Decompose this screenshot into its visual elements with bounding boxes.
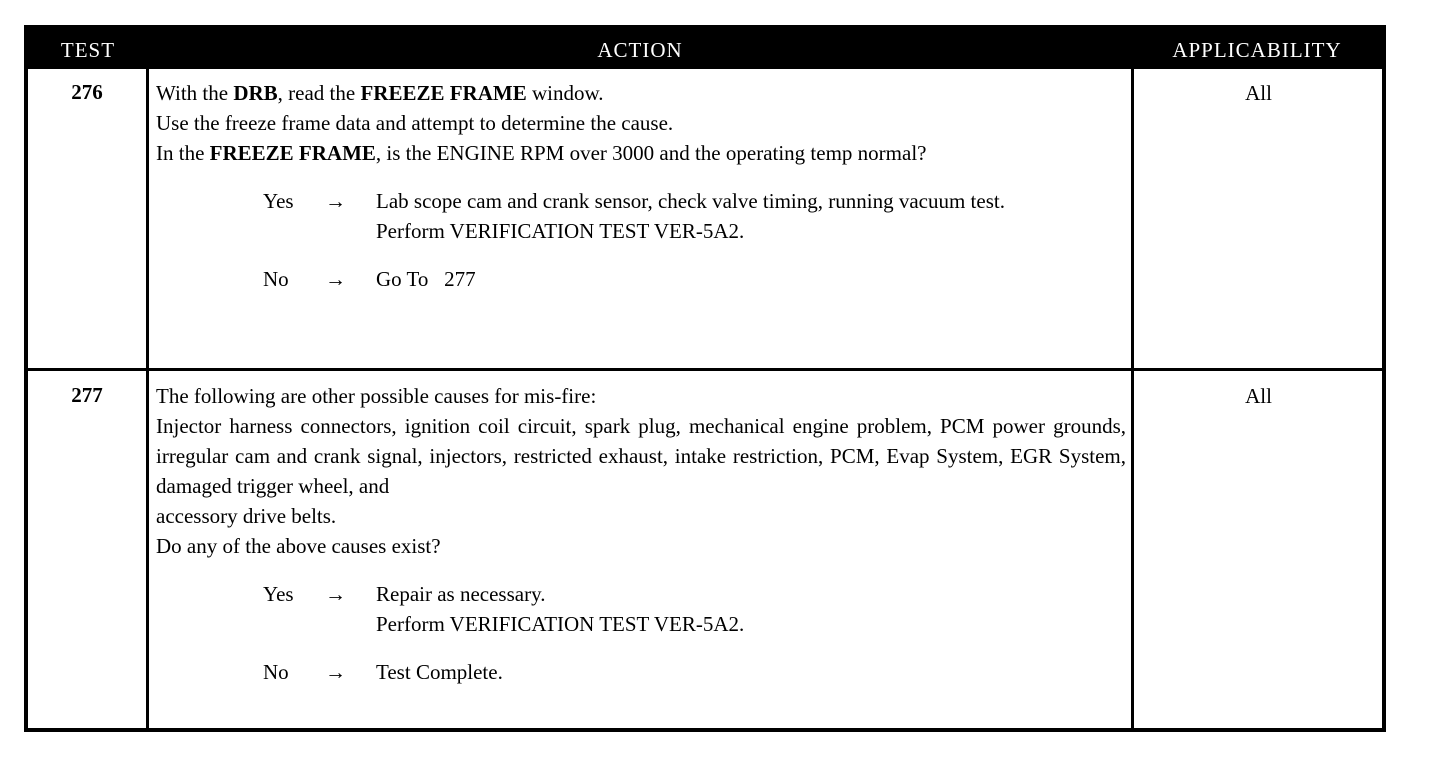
no-result: Test Complete. (376, 660, 503, 684)
arrow-icon: → (325, 267, 346, 291)
action-276-line3 (156, 138, 1126, 168)
column-divider-applicability (1131, 69, 1134, 728)
test-number-276: 276 (71, 80, 103, 104)
yes-branch-277 (263, 579, 1126, 639)
no-branch-277 (263, 657, 1126, 687)
yes-branch-276 (263, 186, 1126, 246)
no-label: No (263, 660, 289, 684)
header-test: TEST (60, 38, 116, 62)
arrow-icon: → (325, 189, 346, 213)
diagnostic-table (24, 25, 1386, 732)
applicability-276: All (1245, 81, 1272, 105)
no-branch-276 (263, 264, 1126, 294)
arrow-icon: → (325, 660, 346, 684)
yes-result: Repair as necessary. (376, 582, 546, 606)
header-action: ACTION (597, 38, 683, 62)
table-header (28, 29, 1382, 69)
text: , read the (277, 81, 361, 105)
yes-verification: Perform VERIFICATION TEST VER-5A2. (376, 219, 745, 243)
action-277 (156, 381, 1126, 687)
no-label: No (263, 267, 289, 291)
action-277-line1: The following are other possible causes for mis-fire: (156, 384, 597, 408)
text-bold: FREEZE FRAME (360, 81, 527, 105)
column-divider-test (146, 69, 149, 728)
yes-label: Yes (263, 189, 294, 213)
text-bold: FREEZE FRAME (209, 141, 376, 165)
action-277-line3: accessory drive belts. (156, 504, 337, 528)
yes-label: Yes (263, 582, 294, 606)
action-277-line2: Injector harness connectors, ignition coil circuit, spark plug, mechanical engine problem, PCM power grounds, irregular cam and crank signal, injectors, restricted exhaust, intake restriction, PCM, Evap System, EGR System, damaged trigger wheel, and (156, 414, 1126, 498)
no-result: Go To 277 (376, 267, 476, 291)
applicability-277: All (1245, 384, 1272, 408)
yes-result: Lab scope cam and crank sensor, check valve timing, running vacuum test. (376, 189, 1005, 213)
text: With the (156, 81, 234, 105)
action-276-line2: Use the freeze frame data and attempt to determine the cause. (156, 111, 674, 135)
header-applicability: APPLICABILITY (1172, 38, 1342, 62)
text: window. (526, 81, 604, 105)
test-number-277: 277 (71, 383, 103, 407)
row-divider (28, 368, 1382, 371)
text: , is the ENGINE RPM over 3000 and the operating temp normal? (375, 141, 927, 165)
text: In the (156, 141, 210, 165)
arrow-icon: → (325, 582, 346, 606)
action-276 (156, 78, 1126, 294)
yes-verification: Perform VERIFICATION TEST VER-5A2. (376, 612, 745, 636)
action-277-line4: Do any of the above causes exist? (156, 534, 441, 558)
action-276-line1 (156, 78, 1126, 108)
text-bold: DRB (233, 81, 278, 105)
